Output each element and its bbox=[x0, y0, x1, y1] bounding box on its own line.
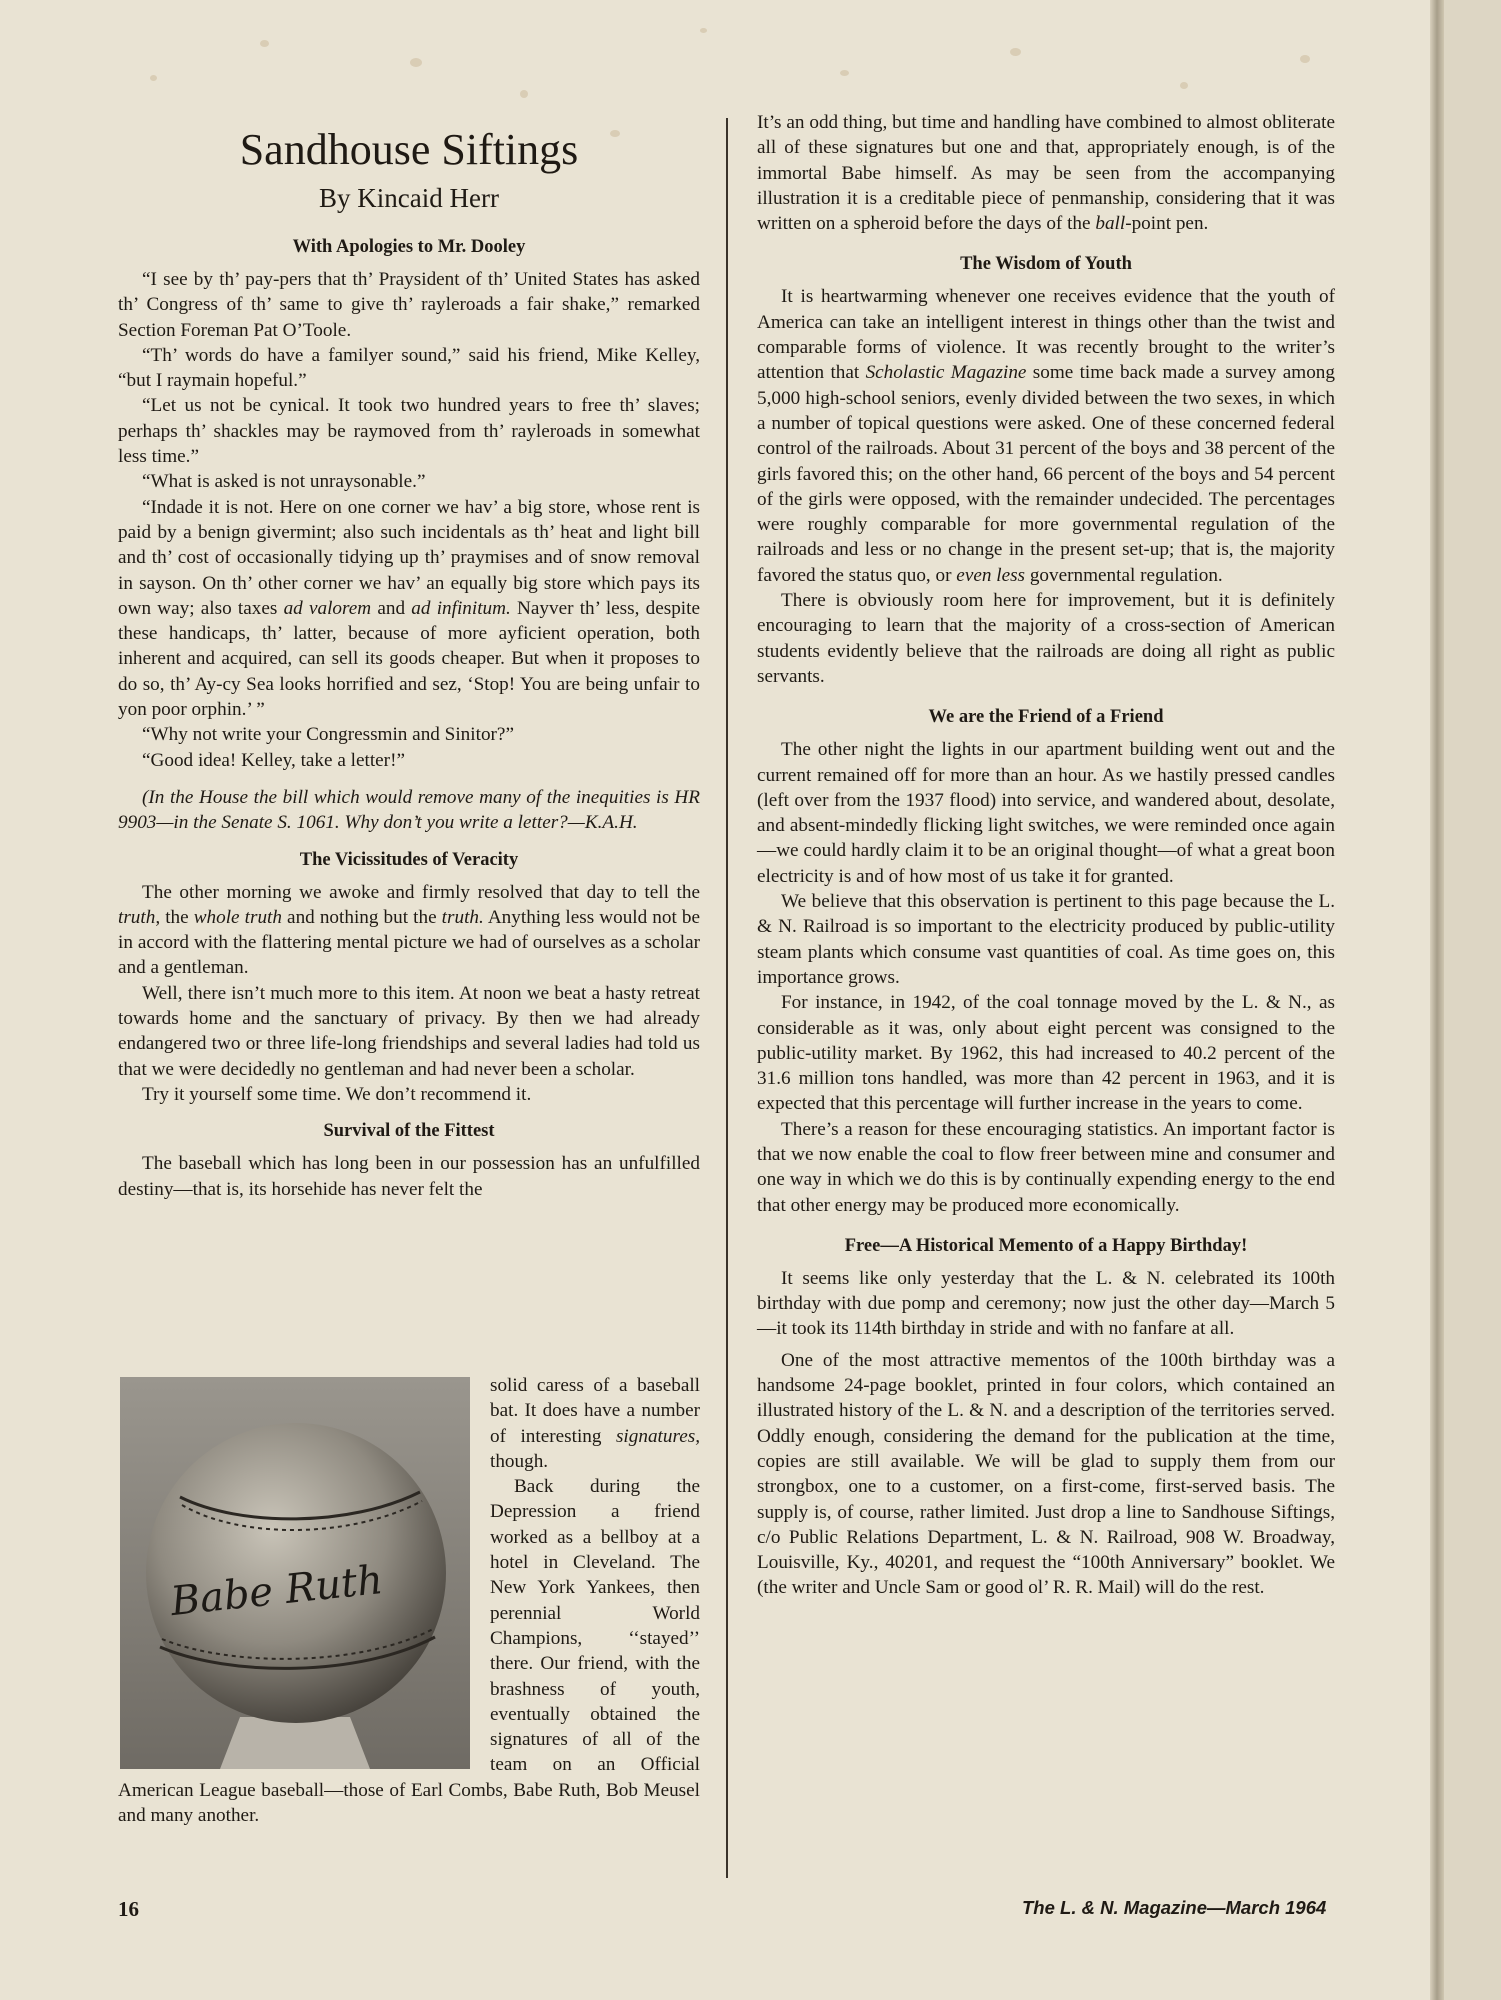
paragraph: “Good idea! Kelley, take a letter!” bbox=[142, 749, 405, 771]
byline: By Kincaid Herr bbox=[319, 183, 499, 213]
paragraph: It is heartwarming whenever one receives evidence that the youth of America can take an intelligent interest in things other than the twist and comparable forms of violence. It was recently brought to the writer’s attention that Scholastic Magazine some time back made a survey among 5,000 high-school seniors, evenly divided between the two sexes, in which a number of topical questions were asked. One of these concerned federal control of the railroads. About 31 percent of the boys and 38 percent of the girls favored this; on the other hand, 66 percent of the boys and 54 percent of the girls were opposed, with the remainder undecided. The percentages were roughly comparable for more governmental regulation of the railroads and less or no change in the present set-up; that is, the majority favored the status quo, or even less governmental regulation. bbox=[757, 286, 1335, 586]
paragraph: There is obviously room here for improvement, but it is definitely encouraging to learn that the majority of a cross-section of American students evidently believe that the railroads are doing all right as public servants. bbox=[757, 590, 1335, 687]
adjacent-page-edge bbox=[1444, 0, 1501, 2000]
fittest-body bbox=[118, 1151, 700, 1204]
paragraph: solid caress of a baseball bat. It does have a number of interesting signatures, though. bbox=[490, 1375, 700, 1472]
article-title: Sandhouse Siftings bbox=[239, 125, 579, 174]
right-column bbox=[757, 110, 1335, 1601]
fittest-intro: The baseball which has long been in our possession has an unfulfilled destiny—that is, its horsehide has never felt the bbox=[118, 1153, 700, 1200]
paragraph: “Th’ words do have a familyer sound,” said his friend, Mike Kelley, “but I raymain hopeful.” bbox=[118, 344, 700, 392]
page-number: 16 bbox=[118, 1897, 139, 1921]
paragraph: It seems like only yesterday that the L. & N. celebrated its 100th birthday with due pomp and ceremony; now just the other day—March 5—it took its 114th birthday in stride and with no fanfare at all. bbox=[757, 1267, 1335, 1340]
magazine-masthead: The L. & N. Magazine—March 1964 bbox=[1022, 1897, 1327, 1918]
paragraph: Well, there isn’t much more to this item. At noon we beat a hasty retreat towards home and the sanctuary of privacy. By then we had already endangered two or three life-long friendships and several ladies had told us that we were decidedly no gentleman and had never been a scholar. bbox=[118, 982, 700, 1080]
section-heading-memento: Free—A Historical Memento of a Happy Birthday! bbox=[844, 1235, 1248, 1256]
section-heading-dooley: With Apologies to Mr. Dooley bbox=[292, 237, 526, 257]
left-column bbox=[118, 125, 700, 1204]
paragraph bbox=[118, 1151, 700, 1202]
foxing-spot bbox=[150, 75, 157, 81]
paragraph-continued: It’s an odd thing, but time and handling have combined to almost obliterate all of these signatures but one and that, appropriately enough, is of the immortal Babe himself. As may be seen from the accompanying illustration it is a creditable piece of penmanship, considering that it was written on a spheroid before the days of the ball-point pen. bbox=[757, 112, 1335, 235]
foxing-spot bbox=[260, 40, 269, 47]
editor-note: (In the House the bill which would remove many of the inequities is HR 9903—in the Senate S. 1061. Why don’t you write a letter?—K.A.H. bbox=[118, 786, 700, 834]
section-heading-youth: The Wisdom of Youth bbox=[960, 254, 1132, 275]
foxing-spot bbox=[1010, 48, 1021, 56]
paragraph: “What is asked is not unraysonable.” bbox=[142, 471, 426, 493]
paragraph: “Let us not be cynical. It took two hundred years to free th’ slaves; perhaps th’ shackles may be raymoved from th’ rayleroads in somewhat less time.” bbox=[118, 395, 700, 468]
paragraph: There’s a reason for these encouraging statistics. An important factor is that we now enable the coal to flow freer between mine and consumer and one way in which we do this is by continually expending energy to the end that other energy may be produced more economically. bbox=[757, 1118, 1335, 1216]
baseball-photo bbox=[120, 1377, 470, 1769]
paragraph: One of the most attractive mementos of the 100th birthday was a handsome 24-page booklet, printed in four colors, which contained an illustrated history of the L. & N. and a description of the territories served. Oddly enough, considering the demand for the publication at the time, copies are still available. We will be glad to supply them from our strongbox, one to a customer, on a first-come, first-served basis. The supply is, of course, rather limited. Just drop a line to Sandhouse Siftings, c/o Public Relations Department, L. & N. Railroad, 908 W. Broadway, Louisville, Ky., 40201, and request the “100th Anniversary” booklet. We (the writer and Uncle Sam or good ol’ R. R. Mail) will do the rest. bbox=[757, 1349, 1335, 1599]
foxing-spot bbox=[1300, 55, 1310, 63]
fittest-wrap bbox=[118, 1373, 700, 1828]
paragraph: “I see by th’ pay-pers that th’ Praysident of th’ United States has asked th’ Congress of th’ same to give th’ rayleroads a fair shake,” remarked Section Foreman Pat O’Toole. bbox=[118, 269, 700, 341]
paragraph: Back during the Depression a friend worked as a bellboy at a hotel in Cleveland. The New York Yankees, then perennial World Champions, ‘‘stayed’’ there. Our friend, with the brashness of youth, eventually obtained the signatures of all of the team on an Official American League baseball—those of Earl Combs, Babe Ruth, Bob Meusel and many another. bbox=[118, 1476, 700, 1827]
binding-gutter bbox=[1430, 0, 1444, 2000]
paragraph: For instance, in 1942, of the coal tonnage moved by the L. & N., as considerable as it was, only about eight percent was consigned to the public-utility market. By 1962, this had increased to 40.2 percent of the 31.6 million tons handled, was more than 42 percent in 1963, and it is expected that this percentage will further increase in the years to come. bbox=[757, 992, 1335, 1115]
section-heading-friend: We are the Friend of a Friend bbox=[928, 707, 1164, 728]
foxing-spot bbox=[520, 90, 528, 98]
paragraph: Try it yourself some time. We don’t recommend it. bbox=[142, 1083, 532, 1105]
section-heading-veracity: The Vicissitudes of Veracity bbox=[299, 849, 519, 870]
foxing-spot bbox=[840, 70, 849, 76]
baseball-image bbox=[120, 1377, 470, 1769]
section-heading-fittest: Survival of the Fittest bbox=[323, 1121, 495, 1142]
column-rule bbox=[726, 118, 728, 1878]
paragraph: “Indade it is not. Here on one corner we hav’ a big store, whose rent is paid by a benign givermint; also such incidentals as th’ heat and light bill and th’ cost of occasionally tidying up th’ praymises and of snow removal in sayson. On th’ other corner we hav’ an equally big store which pays its own way; also taxes ad valorem and ad infinitum. Nayver th’ less, despite these handicaps, th’ latter, because of more ayficient operation, both inherent and acquired, can sell its goods cheaper. But when it proposes to do so, th’ Ay-cy Sea looks horrified and sez, ‘Stop! You are being unfair to yon poor orphin.’ ” bbox=[118, 496, 700, 721]
foxing-spot bbox=[1180, 82, 1188, 89]
babe-ruth-signature: Babe Ruth bbox=[168, 1557, 386, 1626]
paragraph: “Why not write your Congressmin and Sinitor?” bbox=[142, 724, 514, 746]
paragraph: The other morning we awoke and firmly resolved that day to tell the truth, the whole truth and nothing but the truth. Anything less would not be in accord with the flattering mental picture we had of ourselves as a scholar and a gentleman. bbox=[118, 881, 700, 979]
foxing-spot bbox=[410, 58, 422, 67]
paragraph: We believe that this observation is pertinent to this page because the L. & N. Railroad is so important to the electricity produced by public-utility steam plants which consume vast quantities of coal. As time goes on, this importance grows. bbox=[757, 891, 1335, 988]
paragraph: The other night the lights in our apartment building went out and the current remained off for more than an hour. As we hastily pressed candles (left over from the 1937 flood) into service, and wandered about, desolate, and absent-mindedly flicking light switches, we were reminded once again—we could hardly claim it to be an original thought—of what a great boon electricity is and of how most of us take it for granted. bbox=[757, 739, 1335, 887]
foxing-spot bbox=[700, 28, 707, 33]
